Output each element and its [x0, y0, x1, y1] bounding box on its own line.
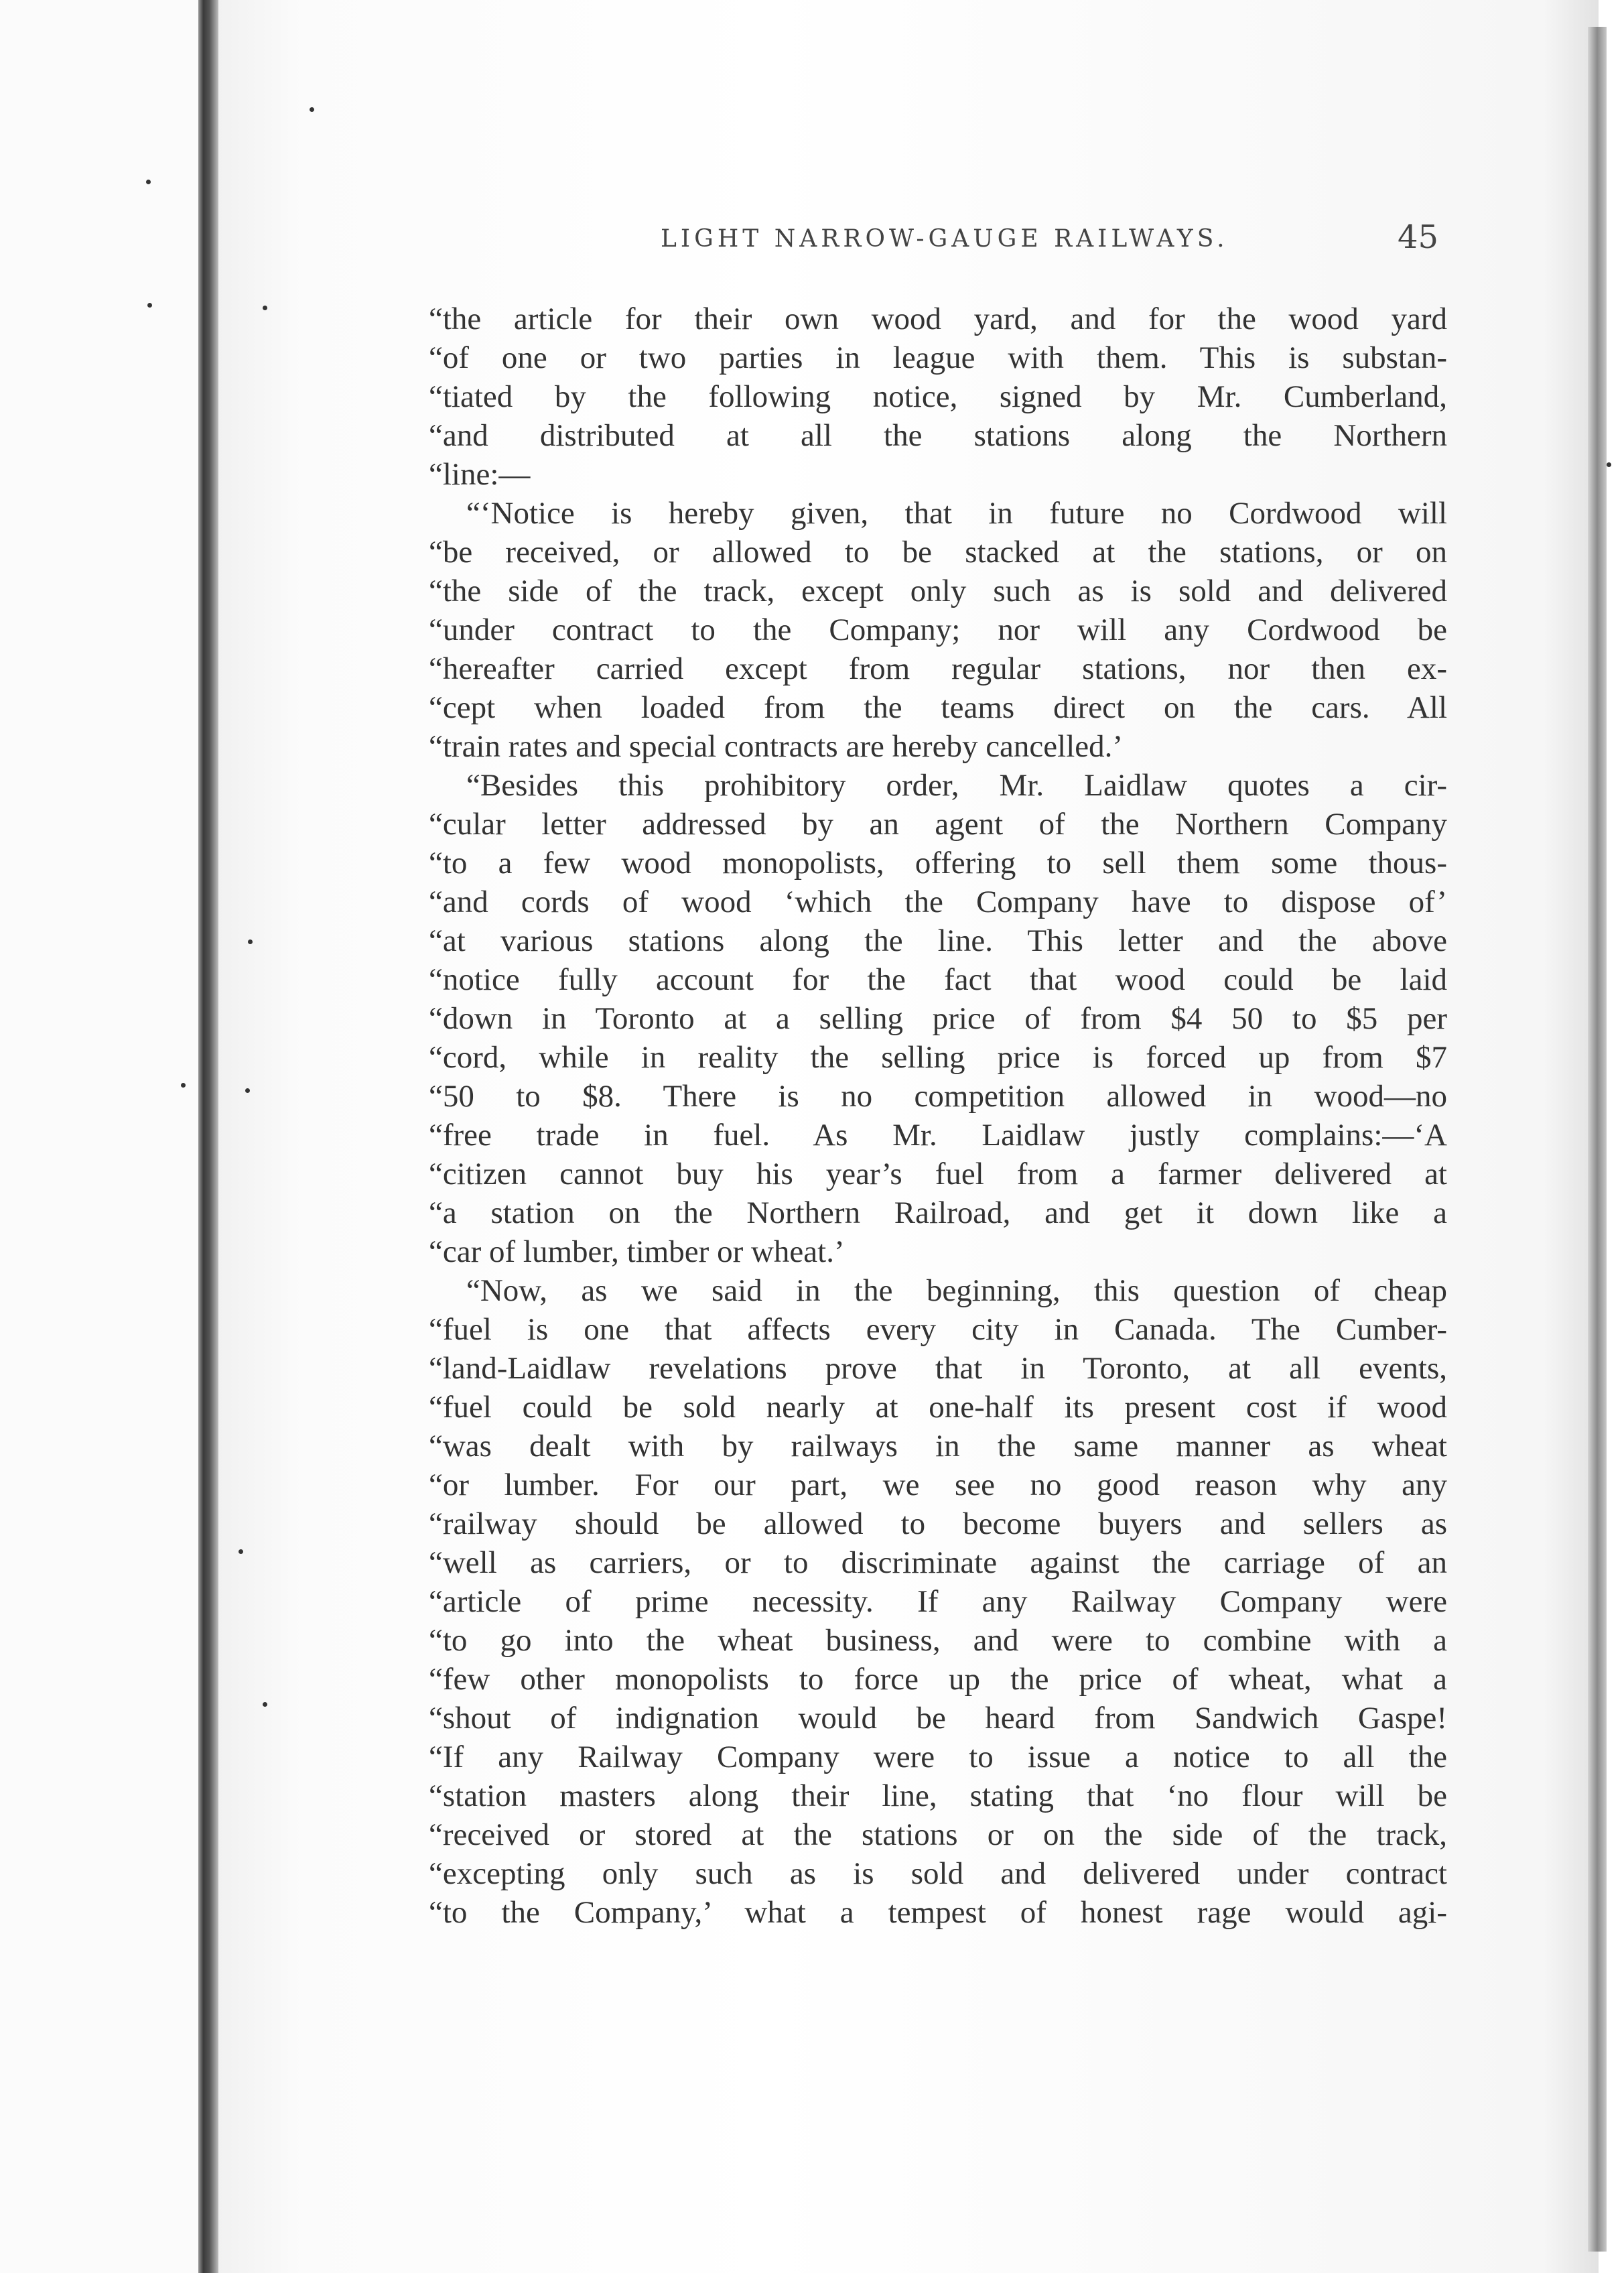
scan-speck	[181, 1083, 186, 1088]
text-line: “or lumber. For our part, we see no good reason why any	[429, 1468, 1447, 1502]
text-line: “cord, while in reality the selling price is forced up from $7	[429, 1040, 1447, 1075]
text-line: “well as carriers, or to discriminate against the carriage of an	[429, 1545, 1447, 1580]
text-line: “free trade in fuel. As Mr. Laidlaw justly complains:—‘A	[429, 1118, 1447, 1153]
text-line: “Besides this prohibitory order, Mr. Laidlaw quotes a cir-	[466, 768, 1447, 803]
scan-speck	[147, 303, 152, 308]
text-line: “and distributed at all the stations along the Northern	[429, 418, 1447, 453]
text-line: “a station on the Northern Railroad, and get it down like a	[429, 1195, 1447, 1230]
text-line: “citizen cannot buy his year’s fuel from a farmer delivered at	[429, 1157, 1447, 1191]
text-line: “be received, or allowed to be stacked at the stations, or on	[429, 535, 1447, 570]
text-line: “of one or two parties in league with them. This is substan-	[429, 340, 1447, 375]
scan-speck	[248, 939, 253, 944]
text-line: “notice fully account for the fact that wood could be laid	[429, 962, 1447, 997]
text-line: “to go into the wheat business, and were to combine with a	[429, 1623, 1447, 1658]
book-gutter	[198, 0, 218, 2273]
scan-speck	[263, 1702, 267, 1707]
text-line: “cular letter addressed by an agent of the Northern Company	[429, 807, 1447, 842]
text-line: “train rates and special contracts are hereby cancelled.’	[429, 729, 1124, 764]
text-line: “fuel is one that affects every city in Canada. The Cumber-	[429, 1312, 1447, 1347]
text-line: “down in Toronto at a selling price of from $4 50 to $5 per	[429, 1001, 1447, 1036]
text-line: “the article for their own wood yard, and for the wood yard	[429, 302, 1447, 336]
text-line: “station masters along their line, stating that ‘no flour will be	[429, 1778, 1447, 1813]
text-line: “few other monopolists to force up the price of wheat, what a	[429, 1662, 1447, 1697]
scan-speck	[146, 180, 151, 184]
page-edge-shadow	[1588, 27, 1607, 2252]
text-line: “50 to $8. There is no competition allowed in wood—no	[429, 1079, 1447, 1114]
scan-speck	[245, 1088, 250, 1093]
text-line: “car of lumber, timber or wheat.’	[429, 1234, 845, 1269]
text-line: “Now, as we said in the beginning, this question of cheap	[466, 1273, 1447, 1308]
facing-page-blank	[0, 0, 201, 2273]
text-line: “excepting only such as is sold and delivered under contract	[429, 1856, 1447, 1891]
text-line: “tiated by the following notice, signed by Mr. Cumberland,	[429, 379, 1447, 414]
text-line: “the side of the track, except only such as is sold and delivered	[429, 574, 1447, 608]
text-line: “shout of indignation would be heard from Sandwich Gaspe!	[429, 1701, 1447, 1736]
scan-speck	[239, 1549, 243, 1554]
body-text	[429, 300, 1447, 1932]
text-line: “to the Company,’ what a tempest of honest rage would agi-	[429, 1895, 1447, 1930]
text-line: “hereafter carried except from regular stations, nor then ex-	[429, 651, 1447, 686]
text-line: “land-Laidlaw revelations prove that in Toronto, at all events,	[429, 1351, 1447, 1386]
text-line: “cept when loaded from the teams direct on the cars. All	[429, 690, 1447, 725]
text-line: “and cords of wood ‘which the Company have to dispose of’	[429, 885, 1447, 919]
running-head: LIGHT NARROW-GAUGE RAILWAYS.	[661, 225, 1229, 253]
text-line: “‘Notice is hereby given, that in future no Cordwood will	[466, 496, 1447, 531]
scan-speck	[263, 306, 267, 310]
scan-speck	[1607, 462, 1611, 467]
text-line: “article of prime necessity. If any Railway Company were	[429, 1584, 1447, 1619]
page-number: 45	[1398, 218, 1439, 256]
text-line: “fuel could be sold nearly at one-half its present cost if wood	[429, 1390, 1447, 1425]
text-line: “line:—	[429, 457, 531, 492]
text-line: “railway should be allowed to become buyers and sellers as	[429, 1506, 1447, 1541]
text-line: “to a few wood monopolists, offering to sell them some thous-	[429, 846, 1447, 881]
scan-speck	[310, 107, 314, 112]
text-line: “If any Railway Company were to issue a notice to all the	[429, 1740, 1447, 1774]
text-line: “under contract to the Company; nor will any Cordwood be	[429, 612, 1447, 647]
text-line: “received or stored at the stations or on the side of the track,	[429, 1817, 1447, 1852]
text-line: “was dealt with by railways in the same manner as wheat	[429, 1429, 1447, 1464]
text-line: “at various stations along the line. This letter and the above	[429, 923, 1447, 958]
